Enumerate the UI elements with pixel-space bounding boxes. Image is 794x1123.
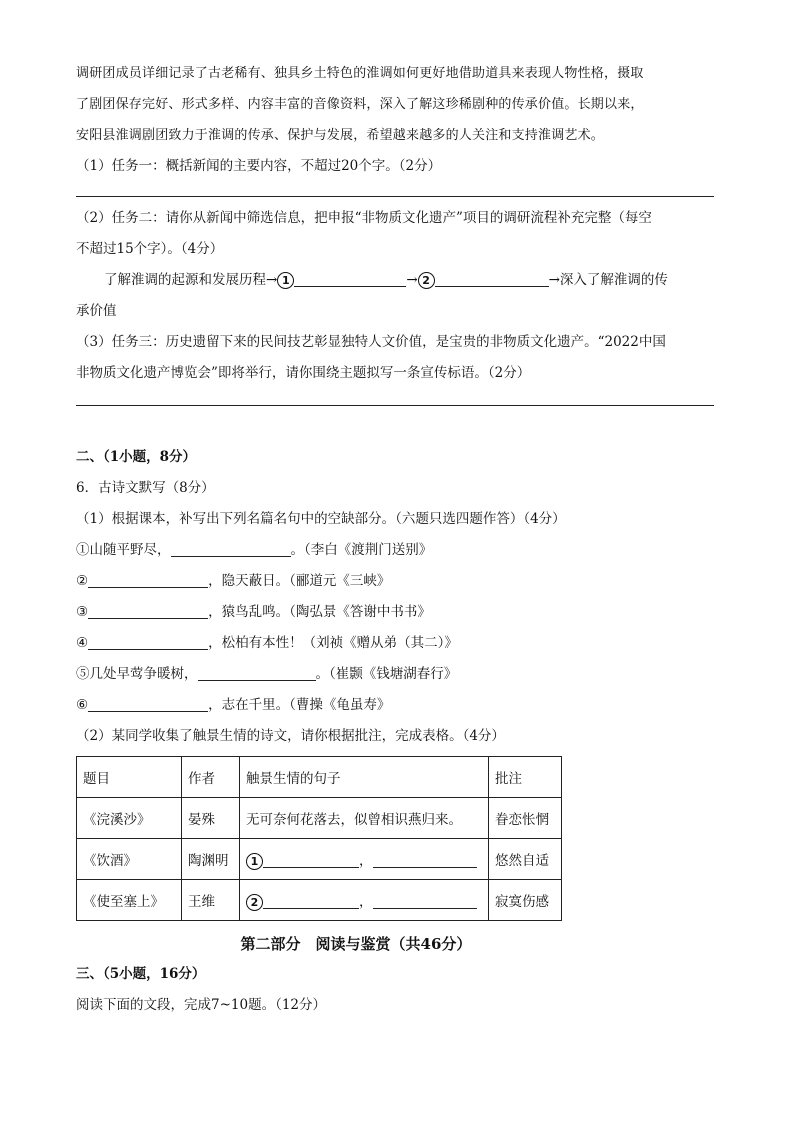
flow-start: 了解淮调的起源和发展历程→ — [104, 272, 278, 288]
flow-arrow: → — [406, 272, 418, 288]
table-cell-sentence: 无可奈何花落去，似曾相识燕归来。 — [240, 798, 489, 839]
table-cell-note: 寂寞伤感 — [489, 880, 562, 921]
fill-blank[interactable] — [88, 697, 208, 712]
section2-heading: 二、（1小题，8分） — [76, 449, 197, 465]
circled-1-icon: 1 — [246, 853, 263, 870]
table-cell-note: 悠然自适 — [489, 839, 562, 880]
part2-heading: 第二部分 阅读与鉴赏（共46分） — [240, 935, 472, 953]
flow-blank-2[interactable] — [435, 272, 549, 287]
fill-blank[interactable] — [88, 573, 208, 588]
poem-table — [76, 756, 562, 921]
table-blank[interactable] — [263, 894, 359, 909]
section3-heading: 三、（5小题，16分） — [76, 966, 206, 982]
task3-prompt-cont: 非物质文化遗产博览会”即将举行，请你围绕主题拟写一条宣传标语。（2分） — [76, 365, 531, 381]
reading-intro: 阅读下面的文段，完成7~10题。（12分） — [76, 997, 327, 1013]
task1-prompt: （1）任务一：概括新闻的主要内容，不超过20个字。（2分） — [76, 158, 442, 174]
news-text-line: 安阳县淮调剧团致力于淮调的传承、保护与发展，希望越来越多的人关注和支持淮调艺术。 — [76, 128, 605, 143]
table-blank[interactable] — [373, 853, 477, 868]
task2-flow-cont: 承价值 — [76, 303, 117, 319]
fill-item: ⑤几处早莺争暖树， 。（崔颢《钱塘湖春行》 — [76, 666, 458, 682]
table-cell-title: 《使至塞上》 — [77, 880, 182, 921]
circled-2-icon: 2 — [418, 272, 435, 289]
table-header-row — [77, 757, 562, 798]
table-row — [77, 839, 562, 880]
fill-blank[interactable] — [171, 542, 291, 557]
q6-part2-prompt: （2）某同学收集了触景生情的诗文，请你根据批注，完成表格。（4分） — [76, 728, 505, 744]
task2-flow — [76, 265, 716, 296]
table-cell-sentence: 2 ， — [240, 880, 489, 921]
fill-item: ④ ，松柏有本性！（刘祯《赠从弟（其二）》 — [76, 635, 458, 651]
task2-prompt-cont: 不超过15个字）。（4分） — [76, 241, 224, 257]
fill-blank[interactable] — [88, 604, 208, 619]
news-text-line: 调研团成员详细记录了古老稀有、独具乡土特色的淮调如何更好地借助道具来表现人物性格，摄取 — [76, 66, 644, 81]
task1-answer-line[interactable] — [76, 196, 714, 197]
table-blank[interactable] — [263, 853, 359, 868]
fill-item: ①山随平野尽， 。（李白《渡荆门送别》 — [76, 542, 433, 558]
fill-blank[interactable] — [88, 635, 208, 650]
fill-blank[interactable] — [198, 666, 316, 681]
task2-prompt: （2）任务二：请你从新闻中筛选信息，把申报“非物质文化遗产”项目的调研流程补充完整（每空 — [76, 210, 652, 226]
exam-page — [76, 58, 716, 1021]
table-row — [77, 880, 562, 921]
table-cell-sentence: 1 ， — [240, 839, 489, 880]
table-cell-author: 王维 — [182, 880, 240, 921]
task3-prompt: （3）任务三：历史遗留下来的民间技艺彰显独特人文价值，是宝贵的非物质文化遗产。“2022中国 — [76, 334, 666, 350]
news-text-line: 了剧团保存完好、形式多样、内容丰富的音像资料，深入了解这珍稀剧种的传承价值。长期以来， — [76, 97, 644, 112]
circled-1-icon: 1 — [277, 272, 294, 289]
q6-title: 6．古诗文默写（8分） — [76, 480, 215, 496]
fill-item: ② ，隐天蔽日。（郦道元《三峡》 — [76, 573, 391, 589]
table-cell-title: 《饮酒》 — [77, 839, 182, 880]
table-cell-author: 陶渊明 — [182, 839, 240, 880]
table-blank[interactable] — [373, 894, 477, 909]
table-cell-author: 晏殊 — [182, 798, 240, 839]
q6-part1-prompt: （1）根据课本，补写出下列名篇名句中的空缺部分。（六题只选四题作答）（4分） — [76, 511, 566, 527]
circled-2-icon: 2 — [246, 894, 263, 911]
table-header-cell: 批注 — [489, 757, 562, 798]
table-header-cell: 作者 — [182, 757, 240, 798]
flow-end: →深入了解淮调的传 — [548, 272, 668, 288]
task3-answer-line[interactable] — [76, 405, 714, 406]
table-header-cell: 触景生情的句子 — [240, 757, 489, 798]
fill-item: ③ ，猿鸟乱鸣。（陶弘景《答谢中书书》 — [76, 604, 431, 620]
table-cell-note: 眷恋怅惘 — [489, 798, 562, 839]
table-cell-title: 《浣溪沙》 — [77, 798, 182, 839]
flow-blank-1[interactable] — [294, 272, 406, 287]
table-header-cell: 题目 — [77, 757, 182, 798]
fill-item: ⑥ ，志在千里。（曹操《龟虽寿》 — [76, 697, 391, 713]
table-row — [77, 798, 562, 839]
